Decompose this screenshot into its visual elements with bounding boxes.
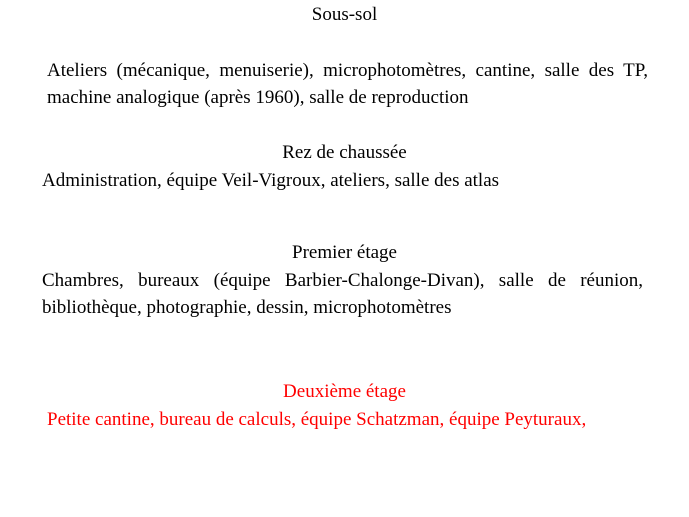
section-heading-deuxieme-etage: Deuxième étage bbox=[283, 381, 406, 402]
section-heading-rez-de-chaussee: Rez de chaussée bbox=[282, 142, 407, 163]
section-body-rez-de-chaussee: Administration, équipe Veil-Vigroux, ateliers, salle des atlas bbox=[42, 170, 500, 191]
section-body-premier-etage: Chambres, bureaux (équipe Barbier-Chalonge-Divan), salle de réunion, bibliothèque, photographie, dessin, microphotomètres bbox=[42, 270, 643, 318]
section-heading-sous-sol: Sous-sol bbox=[311, 4, 378, 25]
section-body-sous-sol: Ateliers (mécanique, menuiserie), microphotomètres, cantine, salle des TP, machine analogique (après 1960), salle de reproduction bbox=[47, 60, 648, 108]
section-body-deuxieme-etage: Petite cantine, bureau de calculs, équipe Schatzman, équipe Peyturaux, bbox=[47, 409, 587, 430]
section-heading-premier-etage: Premier étage bbox=[292, 242, 397, 263]
